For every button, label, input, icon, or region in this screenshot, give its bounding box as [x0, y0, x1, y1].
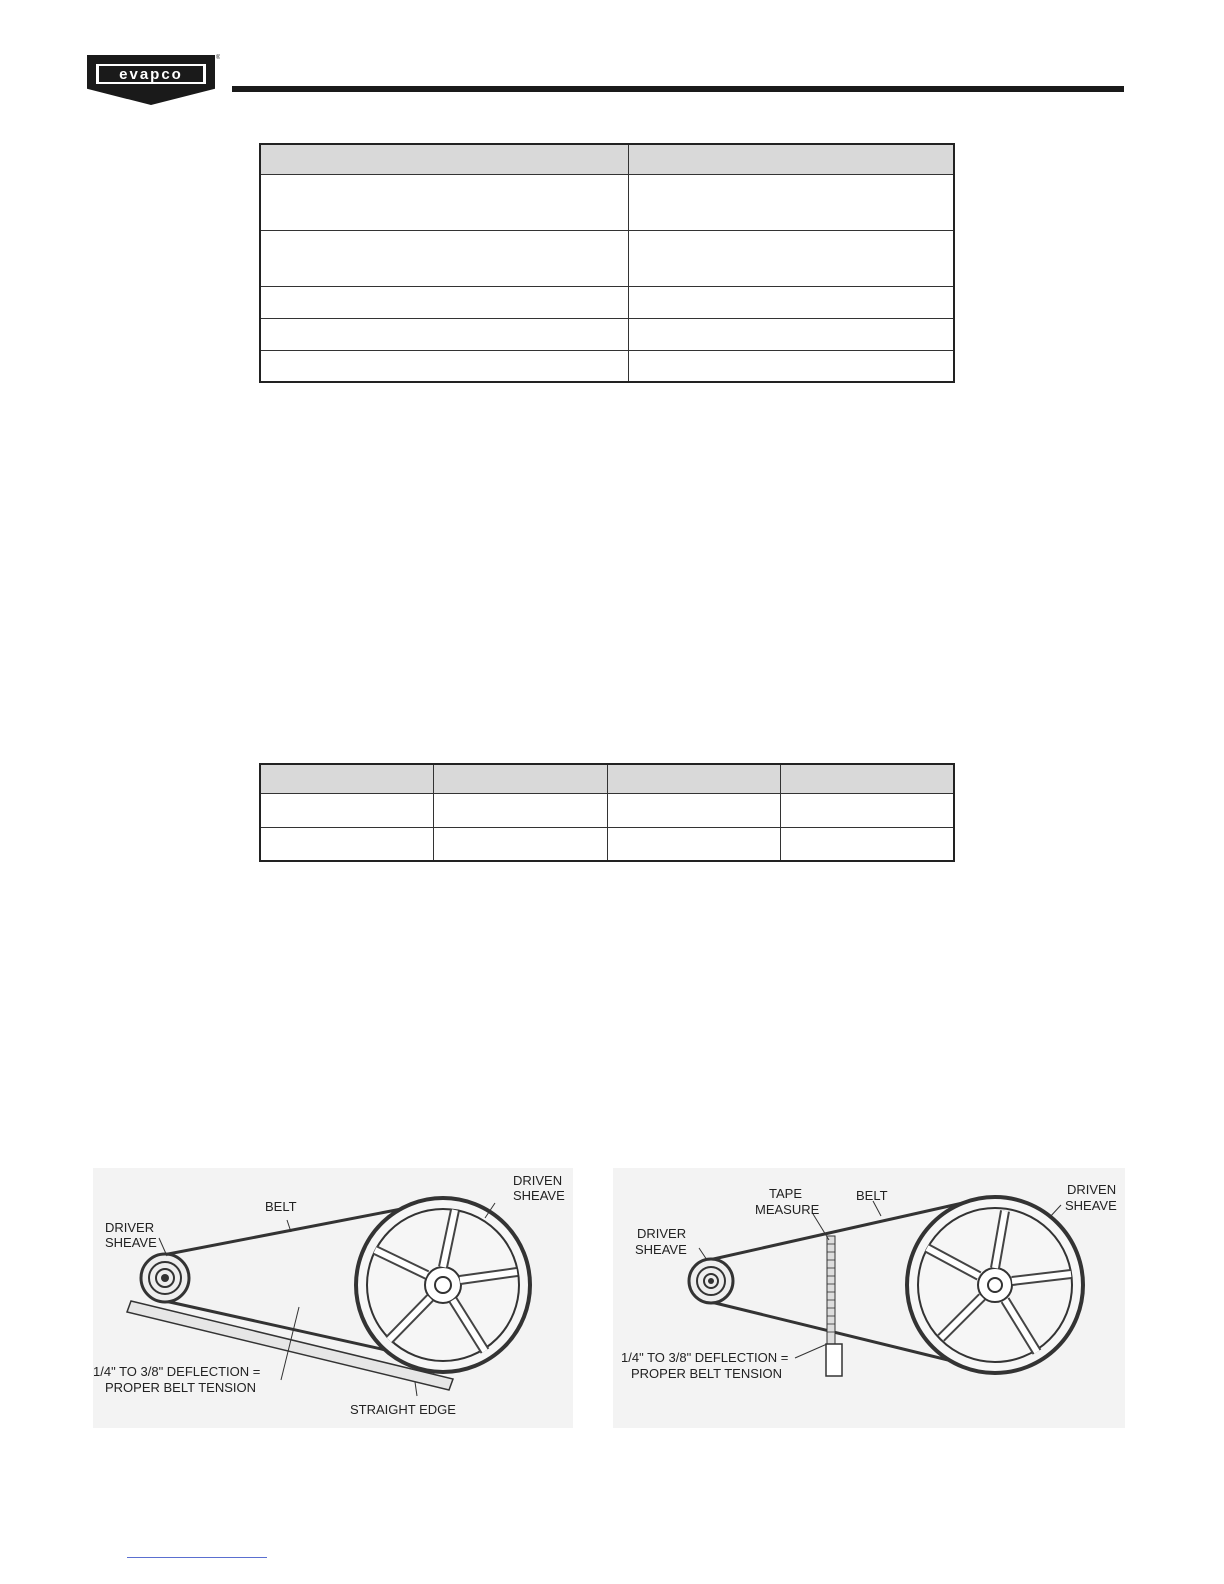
table-cell [260, 350, 628, 382]
tension-table [259, 763, 955, 862]
specs-table [259, 143, 955, 383]
table-cell [260, 286, 628, 318]
driver-sheave-label: SHEAVE [105, 1235, 157, 1250]
table-cell [607, 827, 781, 861]
driven-sheave [907, 1197, 1083, 1373]
table-header-row [260, 764, 954, 793]
driver-sheave-label: DRIVER [637, 1226, 687, 1241]
registered-mark: ® [216, 55, 220, 61]
table-cell [628, 174, 954, 230]
tape-measure-label: TAPE [769, 1186, 802, 1201]
driven-sheave-label: SHEAVE [513, 1188, 565, 1203]
table-header-row [260, 144, 954, 174]
table-cell [434, 793, 608, 827]
belt-label: BELT [856, 1188, 888, 1203]
driver-sheave-label: DRIVER [105, 1220, 155, 1235]
driven-sheave-label: DRIVEN [1067, 1182, 1117, 1197]
table-cell [260, 174, 628, 230]
driver-sheave [141, 1254, 189, 1302]
table-header-cell [260, 764, 434, 793]
belt-tension-straight-edge-figure [93, 1168, 573, 1428]
table-header-cell [628, 144, 954, 174]
driver-sheave [689, 1259, 733, 1303]
table-row [260, 174, 954, 230]
table-row [260, 318, 954, 350]
deflection-label: 1/4" TO 3/8" DEFLECTION = [93, 1364, 261, 1379]
header-rule [232, 86, 1124, 92]
deflection-label: 1/4" TO 3/8" DEFLECTION = [621, 1350, 789, 1365]
driven-sheave-label: SHEAVE [1065, 1198, 1117, 1213]
table-cell [260, 318, 628, 350]
table-cell [260, 793, 434, 827]
tape-measure-label: MEASURE [755, 1202, 820, 1217]
logo-text: evapco [119, 66, 183, 83]
belt-tension-tape-measure-figure [613, 1168, 1125, 1428]
table-row [260, 827, 954, 861]
tape-measure [826, 1236, 842, 1376]
straight-edge-label: STRAIGHT EDGE [350, 1402, 456, 1417]
deflection-label: PROPER BELT TENSION [105, 1380, 256, 1395]
table-row [260, 350, 954, 382]
table-cell [628, 230, 954, 286]
deflection-label: PROPER BELT TENSION [631, 1366, 782, 1381]
table-cell [260, 230, 628, 286]
table-header-cell [434, 764, 608, 793]
table-cell [628, 318, 954, 350]
driven-sheave [356, 1198, 530, 1372]
table-row [260, 230, 954, 286]
table-cell [781, 827, 955, 861]
footer-link-underline[interactable] [127, 1557, 267, 1558]
table-header-cell [607, 764, 781, 793]
table-cell [434, 827, 608, 861]
table-cell [260, 827, 434, 861]
table-header-cell [781, 764, 955, 793]
driver-sheave-label: SHEAVE [635, 1242, 687, 1257]
table-row [260, 793, 954, 827]
table-cell [607, 793, 781, 827]
belt-label: BELT [265, 1199, 297, 1214]
table-cell [628, 286, 954, 318]
table-cell [781, 793, 955, 827]
table-row [260, 286, 954, 318]
table-header-cell [260, 144, 628, 174]
driven-sheave-label: DRIVEN [513, 1173, 563, 1188]
table-cell [628, 350, 954, 382]
evapco-logo [86, 52, 220, 106]
